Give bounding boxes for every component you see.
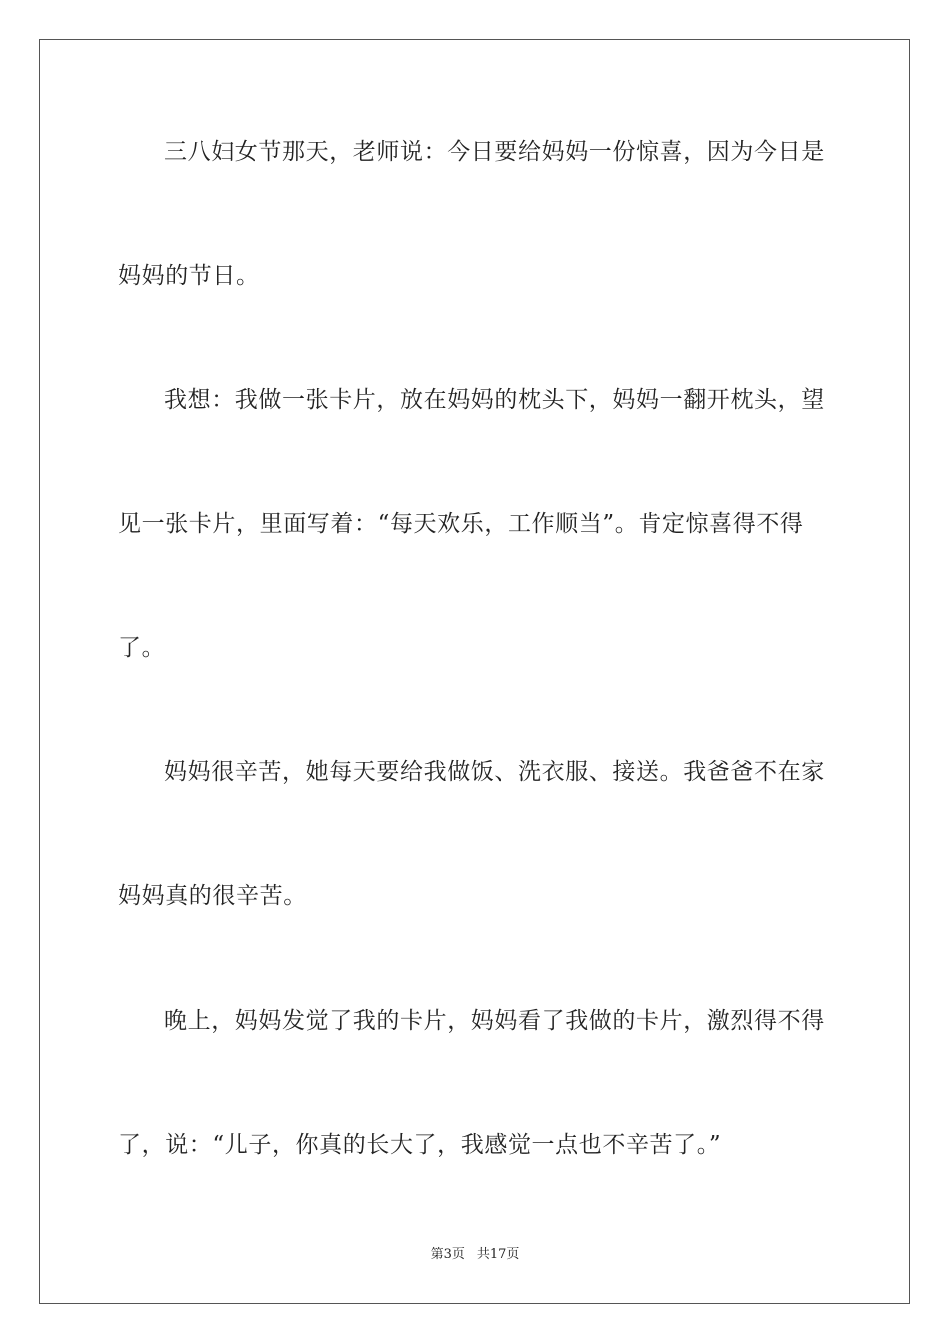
- paragraph-1-line-1: 三八妇女节那天，老师说：今日要给妈妈一份惊喜，因为今日是: [164, 139, 825, 165]
- paragraph-4-line-1: 晚上，妈妈发觉了我的卡片，妈妈看了我做的卡片，激烈得不得: [164, 1008, 825, 1034]
- page-frame: [39, 39, 910, 1304]
- paragraph-2-line-3: 了。: [118, 635, 166, 661]
- paragraph-2-line-2: 见一张卡片，里面写着：“每天欢乐，工作顺当”。肯定惊喜得不得: [118, 511, 804, 537]
- page-footer: [0, 1246, 950, 1264]
- paragraph-1-line-2: 妈妈的节日。: [118, 263, 260, 289]
- paragraph-4-line-2: 了，说：“儿子，你真的长大了，我感觉一点也不辛苦了。”: [118, 1132, 722, 1158]
- paragraph-3-line-1: 妈妈很辛苦，她每天要给我做饭、洗衣服、接送。我爸爸不在家: [164, 759, 825, 785]
- page-total: 共17页: [476, 1247, 520, 1262]
- paragraph-2-line-1: 我想：我做一张卡片，放在妈妈的枕头下，妈妈一翻开枕头，望: [164, 387, 825, 413]
- paragraph-3-line-2: 妈妈真的很辛苦。: [118, 883, 307, 909]
- page-number: 第3页: [430, 1247, 465, 1262]
